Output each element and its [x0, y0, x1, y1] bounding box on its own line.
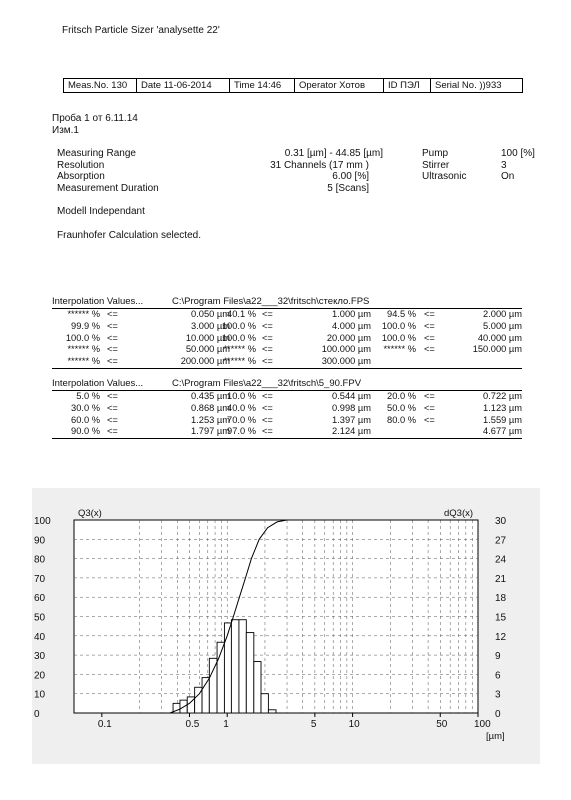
table-cell: 1.397 µm [332, 414, 371, 425]
device-value: 3 [501, 160, 507, 171]
table-cell: 200.000 µm [180, 356, 230, 367]
y-right-tick-label: 15 [495, 612, 507, 624]
table-cell: <= [424, 391, 435, 401]
x-tick-label: 100 [474, 719, 491, 730]
table-cell: 1.559 µm [483, 414, 522, 425]
table-cell: <= [424, 309, 435, 319]
device-value: On [501, 171, 515, 182]
param-label: Measuring Range [57, 148, 136, 159]
table-cell: ****** % [67, 309, 100, 319]
y-left-tick-label: 40 [34, 631, 46, 643]
table-row [52, 321, 522, 333]
sample-name: Проба 1 от 6.11.14 [52, 113, 138, 124]
y-left-tick-label: 10 [34, 689, 46, 701]
density-bar [261, 694, 268, 713]
table-row [52, 426, 522, 438]
y-right-tick-label: 27 [495, 535, 507, 547]
interp1-title: Interpolation Values... [52, 296, 144, 307]
table-cell: 0.544 µm [332, 391, 371, 401]
table-cell: 50.000 µm [185, 344, 230, 355]
density-bar [224, 623, 231, 713]
table-cell: 100.0 % [221, 332, 256, 343]
table-cell: <= [262, 309, 273, 319]
table-cell: 40.0 % [227, 402, 256, 413]
y-right-tick-label: 6 [495, 670, 501, 682]
table-cell: 0.998 µm [332, 402, 371, 413]
meas-time: Time 14:46 [230, 79, 295, 92]
table-row [52, 344, 522, 356]
y-left-tick-label: 90 [34, 535, 46, 547]
document-title: Fritsch Particle Sizer 'analysette 22' [62, 25, 220, 36]
table-cell: 40.1 % [227, 309, 256, 319]
table-cell: <= [262, 320, 273, 331]
device-label: Ultrasonic [422, 171, 467, 182]
table-cell: ****** % [223, 356, 256, 367]
x-tick-label: 5 [310, 719, 317, 730]
distribution-chart [32, 488, 540, 764]
table-cell: <= [262, 344, 273, 355]
table-cell: <= [424, 402, 435, 413]
table-cell: 20.0 % [387, 391, 416, 401]
table-cell: 50.0 % [387, 402, 416, 413]
table-row [52, 391, 522, 403]
interp2-path: C:\Program Files\a22___32\fritsch\5_90.FPV [172, 378, 362, 389]
table-cell: 70.0 % [227, 414, 256, 425]
table-cell: 5.000 µm [483, 320, 522, 331]
density-bar [268, 710, 276, 713]
table-cell: 99.9 % [71, 320, 100, 331]
table-row [52, 403, 522, 415]
param-value: 5 [Scans] [327, 183, 369, 194]
chart-panel [32, 488, 540, 764]
meas-date: Date 11-06-2014 [137, 79, 230, 92]
y-right-tick-label: 3 [495, 689, 501, 701]
y-right-tick-label: 30 [495, 516, 507, 527]
interp1-path: C:\Program Files\a22___32\fritsch\стекло.FPS [172, 296, 370, 307]
param-label: Absorption [57, 171, 105, 182]
y-right-tick-label: 24 [495, 554, 507, 566]
y-left-tick-label: 30 [34, 651, 46, 663]
table-cell: <= [424, 332, 435, 343]
table-cell: 94.5 % [387, 309, 416, 319]
table-cell: <= [107, 309, 118, 319]
table-cell: <= [107, 426, 118, 437]
measurement-header [63, 78, 523, 93]
table-cell: 10.0 % [227, 391, 256, 401]
table-cell: <= [262, 426, 273, 437]
density-bar [246, 633, 254, 713]
table-cell: 60.0 % [71, 414, 100, 425]
param-label: Measurement Duration [57, 183, 159, 194]
table-cell: 1.797 µm [191, 426, 230, 437]
table-cell: <= [107, 320, 118, 331]
calculation-note: Fraunhofer Calculation selected. [57, 230, 201, 241]
table-cell: 100.000 µm [321, 344, 371, 355]
y-left-axis-label: Q3(x) [78, 508, 102, 519]
table-cell: 4.677 µm [483, 426, 522, 437]
interp2-table [52, 390, 522, 439]
table-cell: ****** % [67, 356, 100, 367]
table-cell: <= [107, 332, 118, 343]
param-label: Resolution [57, 160, 105, 171]
density-bar [209, 658, 217, 713]
y-left-tick-label: 100 [34, 516, 51, 527]
operator: Operator Хотов [295, 79, 384, 92]
table-cell: 80.0 % [387, 414, 416, 425]
table-cell: 30.0 % [71, 402, 100, 413]
device-label: Stirrer [422, 160, 450, 171]
table-cell: 100.0 % [65, 332, 100, 343]
table-cell: 10.000 µm [185, 332, 230, 343]
table-cell: 0.868 µm [191, 402, 230, 413]
interp2-title: Interpolation Values... [52, 378, 144, 389]
table-cell: 100.0 % [221, 320, 256, 331]
param-value: 0.31 [µm] - 44.85 [µm] [284, 148, 383, 159]
table-cell: ****** % [223, 344, 256, 355]
table-cell: 150.000 µm [472, 344, 522, 355]
x-tick-label: 50 [436, 719, 448, 730]
table-cell: <= [262, 391, 273, 401]
table-cell: 2.000 µm [483, 309, 522, 319]
density-bar [254, 662, 261, 713]
table-cell: 0.435 µm [191, 391, 230, 401]
table-cell: 2.124 µm [332, 426, 371, 437]
y-right-axis-label: dQ3(x) [444, 508, 474, 519]
table-cell: 20.000 µm [326, 332, 371, 343]
table-cell: ****** % [67, 344, 100, 355]
table-cell: 0.722 µm [483, 391, 522, 401]
table-cell: 90.0 % [71, 426, 100, 437]
y-left-tick-label: 70 [34, 573, 46, 585]
table-cell: <= [107, 391, 118, 401]
device-value: 100 [%] [501, 148, 535, 159]
table-row [52, 333, 522, 345]
sample-measurement: Изм.1 [52, 125, 79, 136]
table-cell: <= [424, 320, 435, 331]
table-row [52, 309, 522, 321]
y-right-tick-label: 21 [495, 573, 507, 585]
density-bar [202, 678, 209, 713]
y-left-tick-label: 0 [34, 709, 40, 720]
table-cell: <= [107, 414, 118, 425]
table-cell: <= [107, 356, 118, 367]
x-tick-label: 0.1 [97, 719, 112, 730]
table-cell: 100.0 % [381, 320, 416, 331]
y-left-tick-label: 20 [34, 670, 46, 682]
table-cell: <= [262, 356, 273, 367]
y-left-tick-label: 50 [34, 612, 46, 624]
device-label: Pump [422, 148, 449, 159]
y-right-tick-label: 18 [495, 593, 507, 605]
table-cell: <= [107, 402, 118, 413]
y-right-tick-label: 9 [495, 651, 501, 663]
param-value: 6.00 [%] [332, 171, 369, 182]
id-field: ID ПЭЛ [384, 79, 431, 92]
table-cell: 300.000 µm [321, 356, 371, 367]
table-cell: <= [262, 402, 273, 413]
table-cell: 1.123 µm [483, 402, 522, 413]
param-value: 31 Channels (17 mm ) [270, 160, 369, 171]
table-cell: 97.0 % [227, 426, 256, 437]
table-cell: 1.253 µm [191, 414, 230, 425]
y-right-tick-label: 0 [495, 709, 501, 720]
table-cell: 5.0 % [76, 391, 100, 401]
interp1-table [52, 308, 522, 369]
y-left-tick-label: 80 [34, 554, 46, 566]
x-tick-label: 0.5 [185, 719, 200, 730]
y-right-tick-label: 12 [495, 631, 507, 643]
density-bar [231, 620, 239, 713]
table-cell: 0.050 µm [191, 309, 230, 319]
x-tick-label: 1 [223, 719, 229, 730]
table-cell: ****** % [383, 344, 416, 355]
y-left-tick-label: 60 [34, 593, 46, 605]
meas-no: Meas.No. 130 [64, 79, 137, 92]
table-cell: <= [107, 344, 118, 355]
table-cell: 4.000 µm [332, 320, 371, 331]
table-cell: <= [262, 414, 273, 425]
table-cell: <= [424, 344, 435, 355]
model-note: Modell Independant [57, 206, 145, 217]
table-cell: 100.0 % [381, 332, 416, 343]
table-cell: <= [262, 332, 273, 343]
density-bar [239, 620, 246, 713]
table-cell: 3.000 µm [191, 320, 230, 331]
table-row [52, 356, 522, 368]
table-cell: <= [424, 414, 435, 425]
table-cell: 1.000 µm [332, 309, 371, 319]
table-row [52, 415, 522, 427]
x-tick-label: 10 [348, 719, 360, 730]
x-unit-label: [µm] [486, 731, 505, 742]
serial-no: Serial No. ))933 [435, 80, 502, 91]
table-cell: 40.000 µm [477, 332, 522, 343]
